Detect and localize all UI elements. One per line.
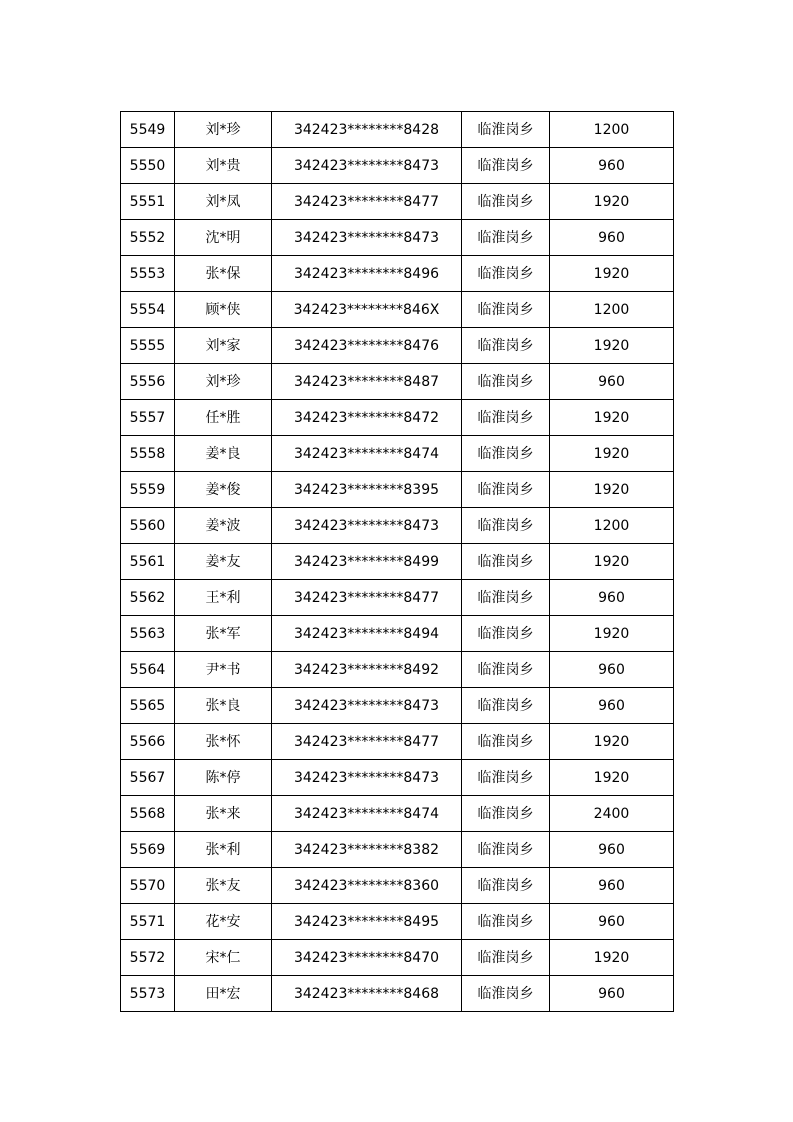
- cell-township: 临淮岗乡: [462, 364, 550, 400]
- cell-amount: 960: [550, 868, 674, 904]
- cell-name: 顾*侠: [175, 292, 272, 328]
- cell-serial-number: 5564: [121, 652, 175, 688]
- cell-amount: 1200: [550, 112, 674, 148]
- cell-township: 临淮岗乡: [462, 724, 550, 760]
- cell-amount: 1920: [550, 472, 674, 508]
- table-body: [121, 112, 674, 1012]
- cell-serial-number: 5571: [121, 904, 175, 940]
- cell-serial-number: 5560: [121, 508, 175, 544]
- cell-township: 临淮岗乡: [462, 508, 550, 544]
- cell-township: 临淮岗乡: [462, 148, 550, 184]
- cell-amount: 1920: [550, 184, 674, 220]
- cell-serial-number: 5558: [121, 436, 175, 472]
- cell-name: 刘*凤: [175, 184, 272, 220]
- cell-amount: 1920: [550, 940, 674, 976]
- cell-township: 临淮岗乡: [462, 112, 550, 148]
- table-row: [121, 112, 674, 148]
- cell-serial-number: 5573: [121, 976, 175, 1012]
- cell-name: 张*怀: [175, 724, 272, 760]
- cell-id-number: 342423********8487: [272, 364, 462, 400]
- cell-serial-number: 5553: [121, 256, 175, 292]
- cell-id-number: 342423********8468: [272, 976, 462, 1012]
- cell-name: 姜*友: [175, 544, 272, 580]
- table-row: [121, 616, 674, 652]
- cell-amount: 960: [550, 580, 674, 616]
- table-row: [121, 256, 674, 292]
- cell-id-number: 342423********8495: [272, 904, 462, 940]
- cell-serial-number: 5554: [121, 292, 175, 328]
- cell-name: 张*良: [175, 688, 272, 724]
- cell-amount: 2400: [550, 796, 674, 832]
- cell-name: 张*友: [175, 868, 272, 904]
- cell-township: 临淮岗乡: [462, 328, 550, 364]
- table-row: [121, 292, 674, 328]
- cell-id-number: 342423********8473: [272, 508, 462, 544]
- cell-id-number: 342423********8477: [272, 724, 462, 760]
- cell-township: 临淮岗乡: [462, 832, 550, 868]
- cell-amount: 960: [550, 148, 674, 184]
- cell-name: 宋*仁: [175, 940, 272, 976]
- table-row: [121, 148, 674, 184]
- cell-amount: 960: [550, 652, 674, 688]
- cell-id-number: 342423********8472: [272, 400, 462, 436]
- cell-serial-number: 5569: [121, 832, 175, 868]
- cell-serial-number: 5549: [121, 112, 175, 148]
- cell-serial-number: 5550: [121, 148, 175, 184]
- cell-id-number: 342423********8477: [272, 184, 462, 220]
- cell-township: 临淮岗乡: [462, 580, 550, 616]
- cell-name: 刘*贵: [175, 148, 272, 184]
- cell-amount: 1920: [550, 724, 674, 760]
- cell-id-number: 342423********8496: [272, 256, 462, 292]
- cell-amount: 960: [550, 364, 674, 400]
- cell-serial-number: 5557: [121, 400, 175, 436]
- cell-name: 姜*俊: [175, 472, 272, 508]
- table-row: [121, 940, 674, 976]
- cell-name: 刘*珍: [175, 112, 272, 148]
- cell-amount: 1920: [550, 328, 674, 364]
- cell-serial-number: 5562: [121, 580, 175, 616]
- cell-serial-number: 5565: [121, 688, 175, 724]
- cell-township: 临淮岗乡: [462, 256, 550, 292]
- cell-serial-number: 5572: [121, 940, 175, 976]
- cell-id-number: 342423********8360: [272, 868, 462, 904]
- cell-name: 花*安: [175, 904, 272, 940]
- cell-serial-number: 5567: [121, 760, 175, 796]
- table-row: [121, 652, 674, 688]
- cell-township: 临淮岗乡: [462, 688, 550, 724]
- cell-amount: 960: [550, 904, 674, 940]
- cell-name: 王*利: [175, 580, 272, 616]
- table-row: [121, 760, 674, 796]
- cell-id-number: 342423********8473: [272, 148, 462, 184]
- cell-serial-number: 5561: [121, 544, 175, 580]
- cell-township: 临淮岗乡: [462, 400, 550, 436]
- cell-serial-number: 5559: [121, 472, 175, 508]
- cell-township: 临淮岗乡: [462, 184, 550, 220]
- table-row: [121, 364, 674, 400]
- cell-township: 临淮岗乡: [462, 976, 550, 1012]
- cell-amount: 960: [550, 688, 674, 724]
- table-row: [121, 688, 674, 724]
- cell-name: 张*来: [175, 796, 272, 832]
- cell-amount: 1920: [550, 544, 674, 580]
- cell-serial-number: 5566: [121, 724, 175, 760]
- table-row: [121, 220, 674, 256]
- cell-amount: 1200: [550, 508, 674, 544]
- table-row: [121, 328, 674, 364]
- cell-amount: 960: [550, 832, 674, 868]
- cell-amount: 1200: [550, 292, 674, 328]
- cell-amount: 1920: [550, 400, 674, 436]
- cell-id-number: 342423********8474: [272, 436, 462, 472]
- cell-township: 临淮岗乡: [462, 220, 550, 256]
- table-row: [121, 796, 674, 832]
- table-row: [121, 184, 674, 220]
- cell-id-number: 342423********8470: [272, 940, 462, 976]
- cell-amount: 1920: [550, 616, 674, 652]
- cell-name: 田*宏: [175, 976, 272, 1012]
- cell-name: 张*保: [175, 256, 272, 292]
- cell-township: 临淮岗乡: [462, 292, 550, 328]
- cell-id-number: 342423********8473: [272, 688, 462, 724]
- cell-amount: 960: [550, 976, 674, 1012]
- cell-serial-number: 5563: [121, 616, 175, 652]
- cell-name: 姜*波: [175, 508, 272, 544]
- cell-id-number: 342423********8499: [272, 544, 462, 580]
- cell-name: 尹*书: [175, 652, 272, 688]
- cell-serial-number: 5568: [121, 796, 175, 832]
- cell-id-number: 342423********8382: [272, 832, 462, 868]
- cell-id-number: 342423********8492: [272, 652, 462, 688]
- cell-township: 临淮岗乡: [462, 652, 550, 688]
- cell-name: 任*胜: [175, 400, 272, 436]
- cell-township: 临淮岗乡: [462, 544, 550, 580]
- cell-township: 临淮岗乡: [462, 436, 550, 472]
- cell-serial-number: 5552: [121, 220, 175, 256]
- table-row: [121, 544, 674, 580]
- cell-id-number: 342423********8477: [272, 580, 462, 616]
- cell-name: 刘*家: [175, 328, 272, 364]
- table-row: [121, 472, 674, 508]
- cell-township: 临淮岗乡: [462, 472, 550, 508]
- table-row: [121, 868, 674, 904]
- cell-id-number: 342423********8476: [272, 328, 462, 364]
- cell-id-number: 342423********8474: [272, 796, 462, 832]
- cell-id-number: 342423********846X: [272, 292, 462, 328]
- cell-id-number: 342423********8494: [272, 616, 462, 652]
- cell-serial-number: 5556: [121, 364, 175, 400]
- cell-name: 张*军: [175, 616, 272, 652]
- cell-township: 临淮岗乡: [462, 940, 550, 976]
- cell-township: 临淮岗乡: [462, 760, 550, 796]
- cell-serial-number: 5570: [121, 868, 175, 904]
- cell-amount: 1920: [550, 256, 674, 292]
- cell-id-number: 342423********8473: [272, 220, 462, 256]
- table-row: [121, 508, 674, 544]
- cell-serial-number: 5551: [121, 184, 175, 220]
- table-row: [121, 832, 674, 868]
- cell-id-number: 342423********8395: [272, 472, 462, 508]
- cell-amount: 1920: [550, 436, 674, 472]
- subsidy-roster-table: [120, 111, 674, 1012]
- table-row: [121, 904, 674, 940]
- cell-name: 沈*明: [175, 220, 272, 256]
- cell-township: 临淮岗乡: [462, 796, 550, 832]
- cell-amount: 1920: [550, 760, 674, 796]
- cell-township: 临淮岗乡: [462, 904, 550, 940]
- table-row: [121, 580, 674, 616]
- table-row: [121, 976, 674, 1012]
- cell-name: 陈*停: [175, 760, 272, 796]
- cell-township: 临淮岗乡: [462, 616, 550, 652]
- table-row: [121, 400, 674, 436]
- cell-serial-number: 5555: [121, 328, 175, 364]
- cell-id-number: 342423********8428: [272, 112, 462, 148]
- cell-id-number: 342423********8473: [272, 760, 462, 796]
- table-row: [121, 436, 674, 472]
- cell-township: 临淮岗乡: [462, 868, 550, 904]
- cell-name: 姜*良: [175, 436, 272, 472]
- table-row: [121, 724, 674, 760]
- cell-name: 张*利: [175, 832, 272, 868]
- cell-amount: 960: [550, 220, 674, 256]
- cell-name: 刘*珍: [175, 364, 272, 400]
